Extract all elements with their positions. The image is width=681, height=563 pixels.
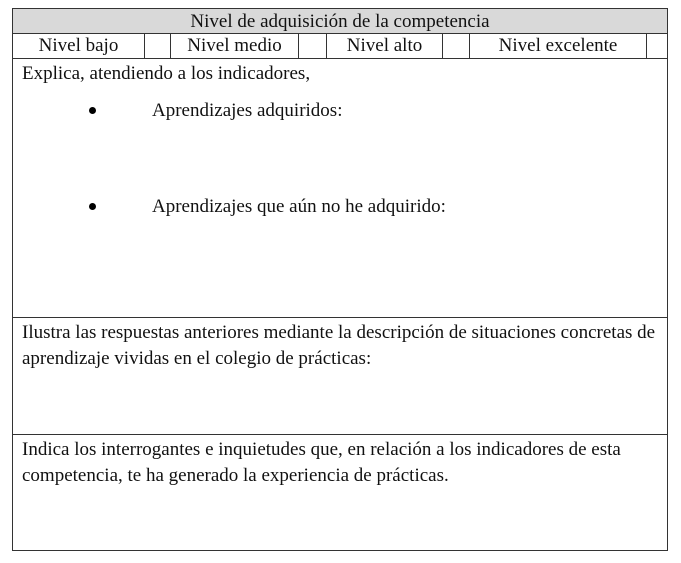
section-prompt: Indica los interrogantes e inquietudes que, en relación a los indicadores de esta competencia, te ha generado la experiencia de prácticas. [22,439,621,486]
bullet-icon [89,107,96,114]
level-box-excelente[interactable] [647,34,667,58]
section-intro: Explica, atendiendo a los indicadores, [22,63,311,84]
level-label-alto: Nivel alto [327,34,443,58]
situations-section[interactable] [13,318,667,435]
questions-section[interactable] [13,435,667,550]
bullet-item [13,194,667,220]
section-prompt: Ilustra las respuestas anteriores mediante la descripción de situaciones concretas de aprendizaje vividas en el colegio de prácticas: [22,322,656,369]
bullet-label: Aprendizajes que aún no he adquirido: [152,196,446,217]
level-box-bajo[interactable] [145,34,171,58]
level-label-medio: Nivel medio [171,34,299,58]
level-box-alto[interactable] [443,34,470,58]
bullet-icon [89,203,96,210]
learning-explanation-section[interactable] [13,59,667,318]
level-label-bajo: Nivel bajo [13,34,145,58]
bullet-item [13,98,667,124]
bullet-label: Aprendizajes adquiridos: [152,100,343,121]
table-title: Nivel de adquisición de la competencia [13,9,667,34]
competence-table [12,8,668,551]
level-box-medio[interactable] [299,34,327,58]
level-row [13,34,667,59]
level-label-excelente: Nivel excelente [470,34,647,58]
